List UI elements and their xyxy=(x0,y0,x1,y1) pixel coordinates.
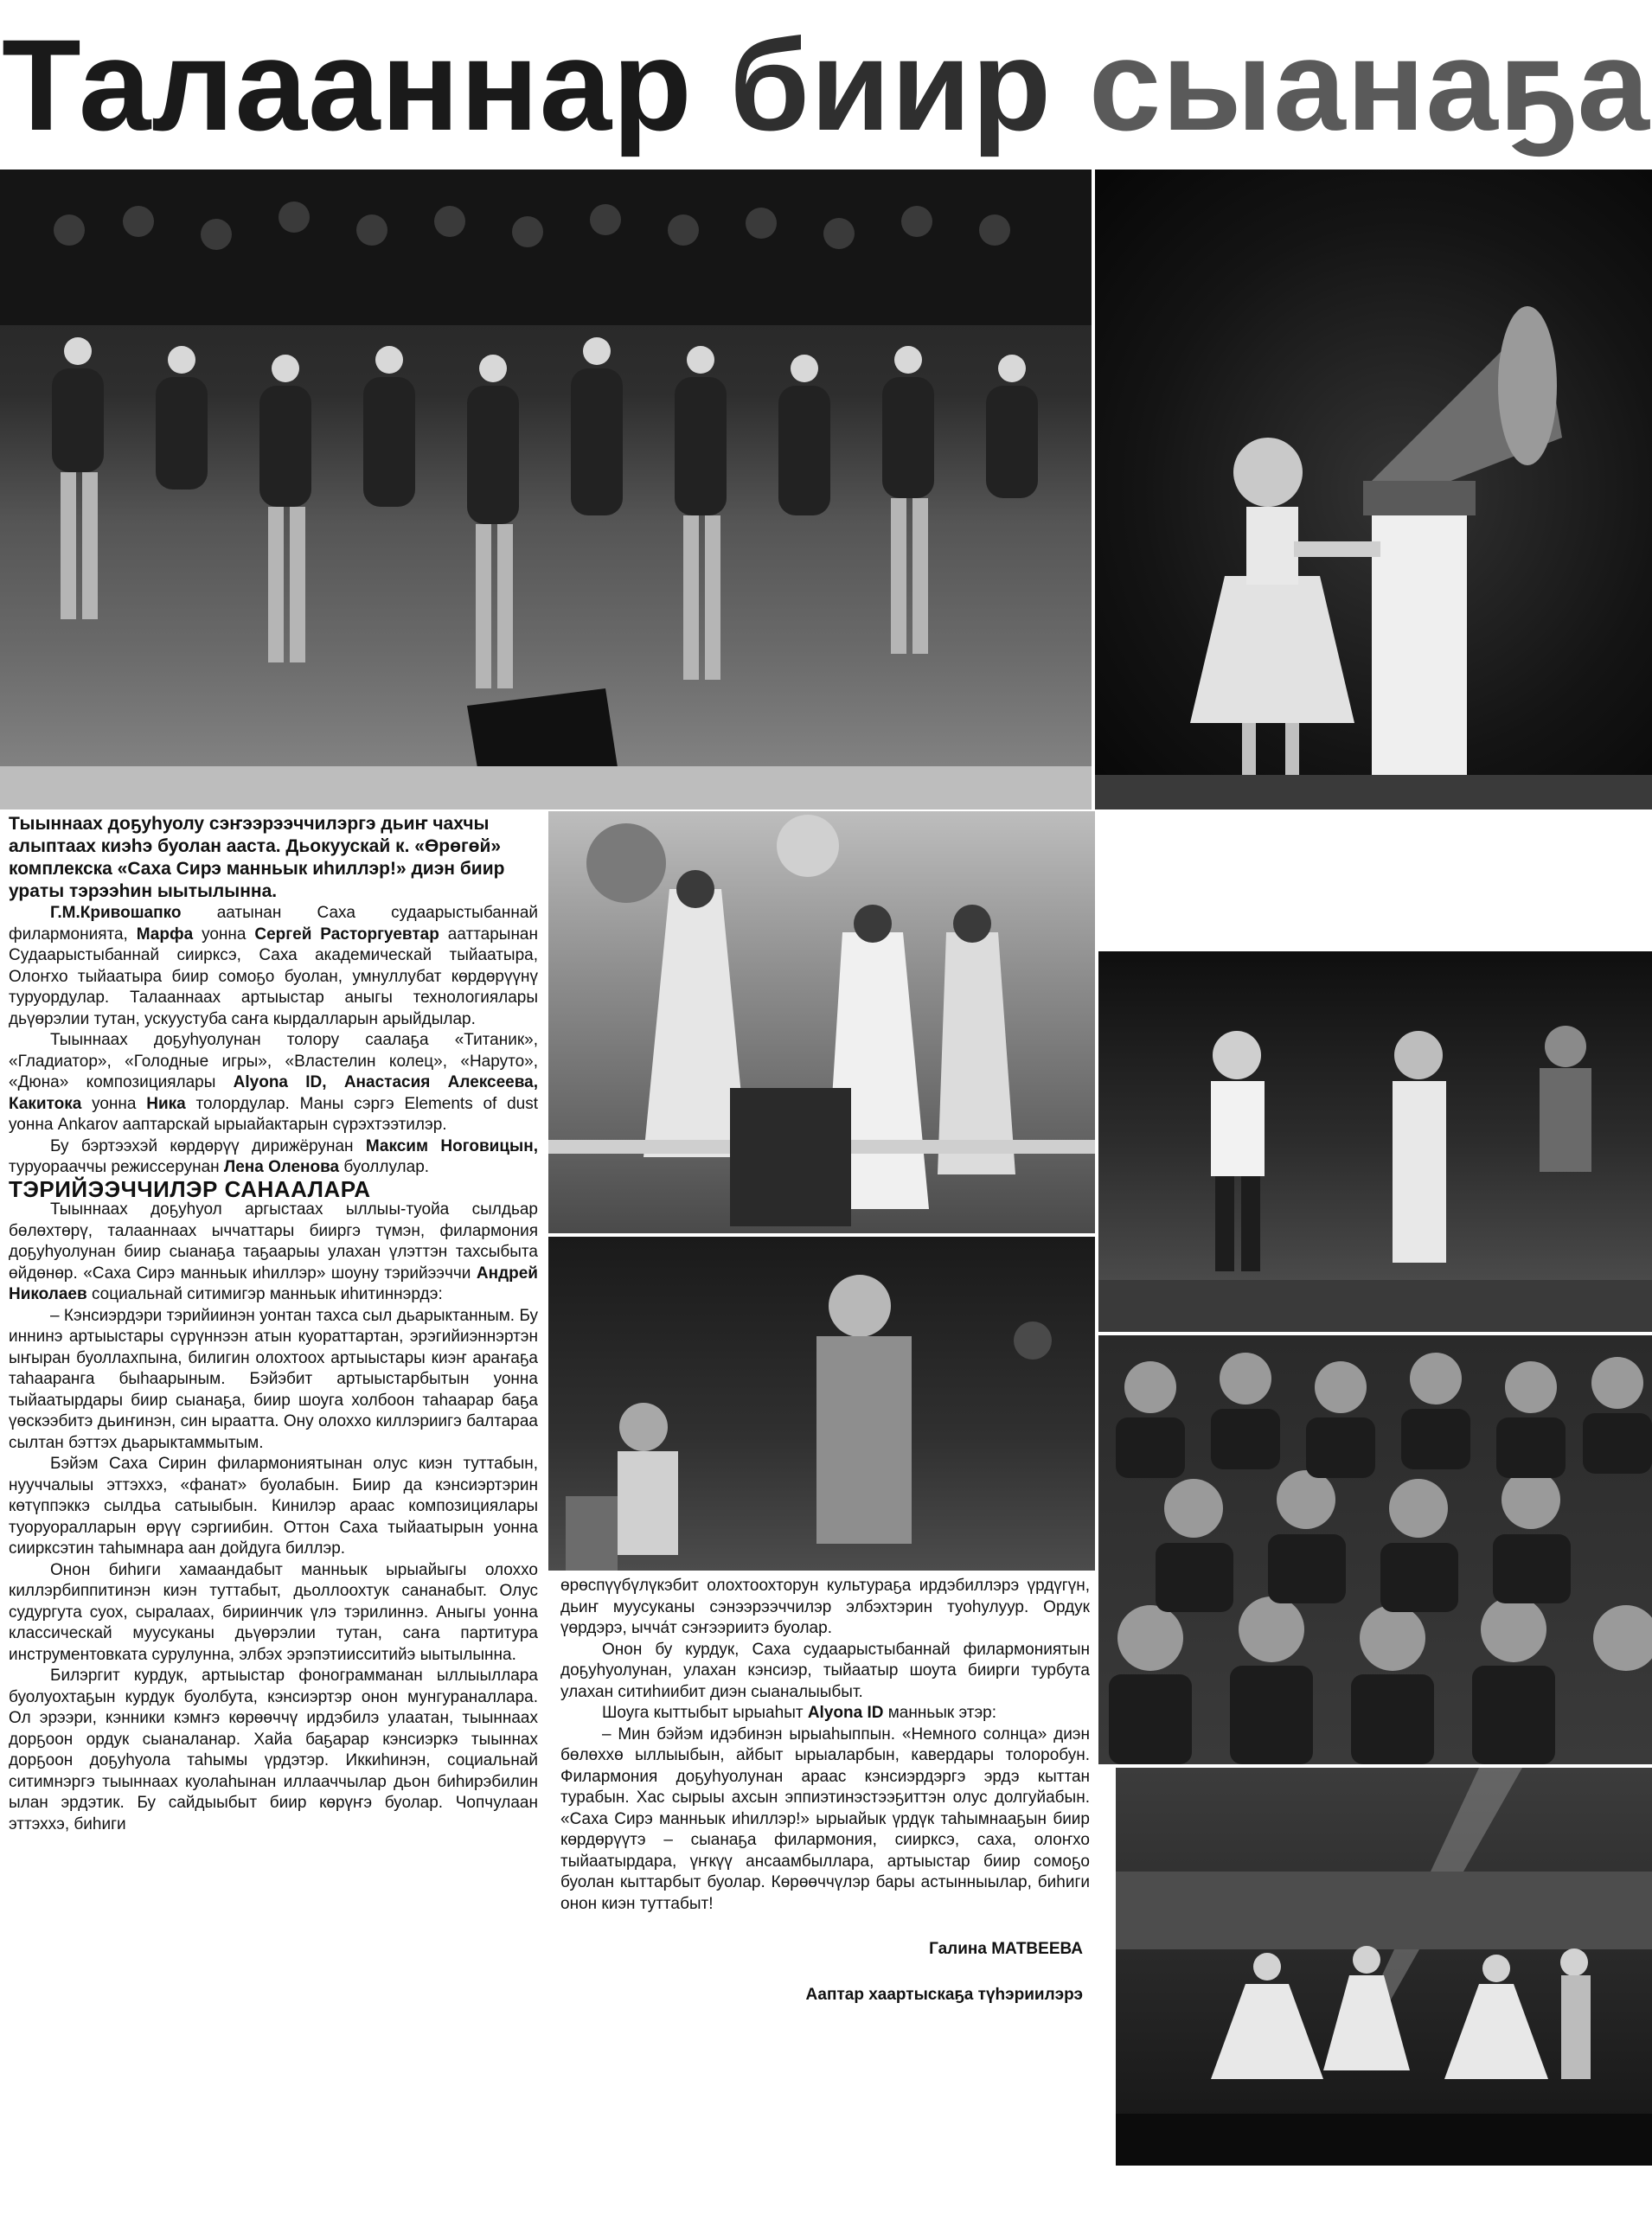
duet-illustration xyxy=(1098,951,1652,1332)
audience-photo xyxy=(1098,1335,1652,1764)
name-conductor: Максим Ноговицын, xyxy=(365,1136,538,1155)
article-lead: Тыыннаах доҕуһуолу сэҥээрээччилэргэ дьиҥ чахчы алыптаах киэһэ буолан ааста. Дьокуускай к. «Өрөгөй» комплекскa «Саха Сирэ манньык иһиллэр!» диэн биир ураты тэрээһин ыытылынна. xyxy=(9,814,505,901)
headline-word-3: сыанаҕа xyxy=(1088,12,1650,157)
paragraph-2: Тыыннаах доҕуһуолунан толору саалаҕа «Титаник», «Гладиатор», «Голодные игры», «Властелин колец», «Наруто», «Дюна» композициялары Alyona ID, Анастасия Алексеева, Какитока уонна Ника толордулар. Маны сэргэ Elements of dust уонна Ankarov ааптарскай ырыайактарын сүрэхтээтилэр. xyxy=(9,1031,538,1134)
singer-illustration xyxy=(548,1237,1095,1571)
paragraph-6: Бэйэм Саха Сирин филармониятынан олус киэн туттабын, нууччалыы эттэххэ, «фанат» буолабын. Биир да кэнсиэртэрин көтүппэккэ сылдьа сатыыбын. Кинилэр араас композициялары туоруоралларын өрүү сэргиибин. Оттон Саха тыйаатырын уонна сиирксэтин таһымнара аан дойдуга биллэр. xyxy=(9,1455,538,1558)
paragraph-3: Бу бэртээхэй көрдөрүү дирижёрунан Максим Ноговицын, туруорааччы режиссерунан Лена Оленова буоллулар. xyxy=(9,1136,538,1176)
name-krivoshapko: Г.М.Кривошапко xyxy=(50,904,182,922)
section-subhead: ТЭРИЙЭЭЧЧИЛЭР САНААЛАРА xyxy=(9,1175,371,1202)
author-byline: Галина МАТВЕЕВА xyxy=(929,1940,1083,1958)
audience-illustration xyxy=(1098,1335,1652,1764)
article-column-1 xyxy=(9,813,538,1835)
name-rastorguev: Сергей Расторгуевтар xyxy=(254,925,439,944)
headline xyxy=(0,0,1652,170)
name-marfa: Марфа xyxy=(136,925,194,944)
column2-paragraph-1: өрөспүүбүлүкэбит олохтоохторун культураҕа ирдэбиллэрэ үрдүгүн, дьиҥ муусуканы сэнээрээччилэр элбэхтэрин туоһулуур. Ордук үөрдэрэ, ычча́т сэҥээриитэ буолар. xyxy=(560,1577,1090,1637)
name-organizer: Андрей Николаев xyxy=(9,1264,538,1303)
paragraph-8: Билэргит курдук, артыыстар фонограмманан ыллыыллара буолуохтаҕын курдук буолбута, кэнсиэртэр онон мунгураналлара. Ол эрээри, кэнники кэмҥэ көрөөччү ирдэбилэ улаатан, тыыннаах дорҕоон ордук сыаналанар. Хайа баҕарар кэнсиэркэ тыыннах дорҕоон доҕуһуола таһымы үрдэтэр. Иккиһинэн, социальнай ситимнэргэ тыыннаах куолаһынан иллааччылар дьон биһирэбилин ылан эрдэтик. Бу сайдыыбыт биир көрүҥэ буолар. Чопчулаан эттэххэ, биһиги xyxy=(9,1667,538,1833)
headline-word-2: биир xyxy=(729,12,1053,157)
dancers-with-orchestra-photo xyxy=(0,170,1092,809)
headline-word-1: Талааннар xyxy=(2,12,693,157)
column2-paragraph-4: – Мин бэйэм идэбинэн ырыаһыппын. «Немного солнца» диэн бөлөххө ыллыыбын, айбыт ырыаларбын, кавердары толоробун. Филармония доҕуһуолунан араас кэнсиэрдэргэ эрдэ кыттан турабын. Хас сырыы ахсын эппиэтинэстээҕиттэн олус долгуйабын. «Саха Сирэ манньык иһиллэр!» ырыайык үрдүк таһымнааҕын биир көрдөрүүтэ – сыанаҕа филармония, сиирксэ, саха, олоҥхо тыйаатырдара, үҥкүү ансаамбыллара, артыыстар биир сомоҕо буолан кыттарбыт буолар. Көрөөччүлэр бары астынныылар, биһиги онон киэн туттабыт! xyxy=(560,1724,1090,1913)
singer-with-microphone-photo xyxy=(548,1237,1095,1571)
dancers-illustration xyxy=(0,170,1092,809)
ballet-finale-photo xyxy=(1116,1768,1652,2166)
article-column-2 xyxy=(560,1576,1090,2006)
flower-dancers-illustration xyxy=(548,811,1095,1233)
paragraph-7: Онон биһиги хамаандабыт манньык ырыайыгы олоххо киллэрбиппитинэн киэн туттабыт, дьоллоохтук сананабыт. Олус судургута суох, сыралаах, бириинчик үлэ тэрилиннэ. Аныгы уонна классическай муусуканы дьүөрэлии тутан, саҥа партитура инструментовката сурулунна, элбэх эрэпэтиисситийэ ыытылынна. xyxy=(9,1560,538,1664)
dancers-with-flowers-photo xyxy=(548,811,1095,1233)
name-alyona: Alyona ID xyxy=(807,1704,884,1722)
column2-paragraph-3: Шоуга кыттыбыт ырыаһыт Alyona ID манньык этэр: xyxy=(602,1704,997,1722)
name-nika: Ника xyxy=(146,1094,186,1113)
paragraph-5: – Кэнсиэрдэри тэрийиинэн уонтан тахса сыл дьарыктанным. Бу иннинэ артыыстары сүрүннээн атын куораттартан, эрэгийиэннэртэн ыҥыран буоллахпына, билигин олохтоох артыыстары киэҥ араҥаҕа таһааранга быһаарыным. Бэйэбит артыыстарбытын уонна тыйаатырдары биир сыанаҕа, биир шоуга холбоон таһаарар баҕа үөскээбитэ дьиҥинэн, син ыраатта. Ону олоххо киллэриигэ балтараа сылтан бэттэх дьарыктаммытым. xyxy=(9,1306,538,1452)
gramophone-illustration xyxy=(1095,170,1652,809)
names-performers: Alyona ID, Анастасия Алексеева, Какитока xyxy=(9,1073,538,1113)
paragraph-4: Тыыннаах доҕуһуол аргыстаах ыллыы-туойа сылдьар бөлөхтөрү, талааннаах ыччаттары бииргэ түмэн, филармония доҕуһуолунан биир сыанаҕа таҕаарыы улахан үлэттэн тахсыбыта өйдөнөр. «Саха Сирэ манньык иһиллэр» шоуну тэрийээччи Андрей Николаев социальнай ситимигэр манньык иһитиннэрдэ: xyxy=(9,1200,538,1303)
photo-credit: Ааптар хаартыскаҕа түһэриилэрэ xyxy=(805,1985,1083,2004)
duet-singers-photo xyxy=(1098,951,1652,1332)
column2-paragraph-2: Онон бу курдук, Саха судаарыстыбаннай филармониятын доҕуһуолунан, улахан кэнсиэр, тыйаатыр шоута биирги турбута улахан ситиһиибит диэн сыаналыыбыт. xyxy=(560,1640,1090,1701)
name-director: Лена Оленова xyxy=(223,1158,340,1176)
paragraph-1: Г.М.Кривошапко аатынан Саха судаарыстыбаннай филармонията, Марфа уонна Сергей Расторгуевтар ааттарынан Судаарыстыбаннай сиирксэ, Саха академическай тыйаатыра, Олоҥхо тыйаатыра биир сомоҕо буолан, умнуллубат көрдөрүүнү туруордулар. Талааннаах артыыстар аныгы технологиялары дьүөрэлии тутан, ускуустуба саҥа кырдалларын арыйдылар. xyxy=(9,904,538,1028)
girl-with-gramophone-photo xyxy=(1095,170,1652,809)
ballet-illustration xyxy=(1116,1768,1652,2166)
